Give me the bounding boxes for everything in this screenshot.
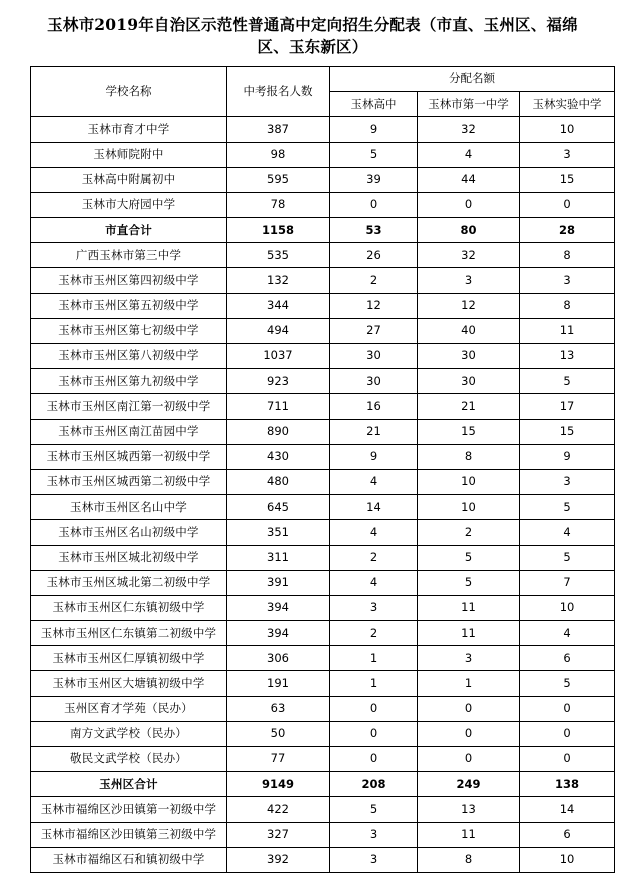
table-row xyxy=(31,469,615,494)
cell-quota-no1-middle: 8 xyxy=(418,847,520,872)
cell-quota-no1-middle: 11 xyxy=(418,595,520,620)
cell-applicants: 392 xyxy=(227,847,330,872)
cell-school-name: 南方文武学校（民办） xyxy=(31,721,227,746)
cell-quota-no1-middle: 249 xyxy=(418,772,520,797)
cell-quota-experimental: 5 xyxy=(520,369,615,394)
cell-quota-yulin-high: 2 xyxy=(330,621,418,646)
cell-quota-yulin-high: 0 xyxy=(330,747,418,772)
table-row xyxy=(31,419,615,444)
cell-applicants: 595 xyxy=(227,167,330,192)
cell-quota-experimental: 15 xyxy=(520,419,615,444)
cell-quota-no1-middle: 21 xyxy=(418,394,520,419)
cell-quota-no1-middle: 11 xyxy=(418,621,520,646)
table-row xyxy=(31,545,615,570)
cell-applicants: 63 xyxy=(227,696,330,721)
cell-school-name: 玉林市福绵区石和镇初级中学 xyxy=(31,847,227,872)
table-row xyxy=(31,117,615,142)
table-row xyxy=(31,520,615,545)
cell-quota-no1-middle: 30 xyxy=(418,369,520,394)
cell-applicants: 351 xyxy=(227,520,330,545)
cell-quota-experimental: 6 xyxy=(520,646,615,671)
table-row xyxy=(31,671,615,696)
table-row-total xyxy=(31,772,615,797)
cell-school-name: 玉林市玉州区城西第二初级中学 xyxy=(31,469,227,494)
cell-quota-experimental: 3 xyxy=(520,268,615,293)
table-row xyxy=(31,646,615,671)
table-row xyxy=(31,847,615,872)
cell-school-name: 玉林市福绵区沙田镇第三初级中学 xyxy=(31,822,227,847)
cell-quota-experimental: 5 xyxy=(520,495,615,520)
cell-school-name: 玉林市玉州区城西第一初级中学 xyxy=(31,444,227,469)
cell-quota-no1-middle: 0 xyxy=(418,747,520,772)
allocation-table xyxy=(30,66,615,873)
cell-quota-experimental: 17 xyxy=(520,394,615,419)
cell-quota-yulin-high: 1 xyxy=(330,646,418,671)
cell-quota-yulin-high: 3 xyxy=(330,595,418,620)
table-row xyxy=(31,167,615,192)
cell-quota-no1-middle: 0 xyxy=(418,192,520,217)
cell-applicants: 890 xyxy=(227,419,330,444)
cell-school-name: 敬民文武学校（民办） xyxy=(31,747,227,772)
cell-school-name: 玉林市玉州区仁东镇初级中学 xyxy=(31,595,227,620)
cell-quota-yulin-high: 5 xyxy=(330,797,418,822)
cell-quota-yulin-high: 1 xyxy=(330,671,418,696)
cell-quota-yulin-high: 39 xyxy=(330,167,418,192)
cell-quota-experimental: 9 xyxy=(520,444,615,469)
cell-quota-yulin-high: 0 xyxy=(330,192,418,217)
cell-school-name: 玉林市玉州区仁东镇第二初级中学 xyxy=(31,621,227,646)
cell-quota-yulin-high: 2 xyxy=(330,545,418,570)
cell-quota-no1-middle: 2 xyxy=(418,520,520,545)
cell-quota-experimental: 10 xyxy=(520,847,615,872)
cell-quota-no1-middle: 40 xyxy=(418,318,520,343)
table-row xyxy=(31,268,615,293)
cell-applicants: 494 xyxy=(227,318,330,343)
cell-applicants: 77 xyxy=(227,747,330,772)
cell-quota-no1-middle: 5 xyxy=(418,570,520,595)
cell-quota-yulin-high: 5 xyxy=(330,142,418,167)
cell-quota-no1-middle: 32 xyxy=(418,117,520,142)
table-row xyxy=(31,369,615,394)
cell-quota-experimental: 0 xyxy=(520,721,615,746)
table-row xyxy=(31,394,615,419)
cell-school-name: 玉林市玉州区城北第二初级中学 xyxy=(31,570,227,595)
table-row xyxy=(31,293,615,318)
cell-quota-experimental: 10 xyxy=(520,595,615,620)
cell-quota-experimental: 8 xyxy=(520,243,615,268)
cell-quota-no1-middle: 3 xyxy=(418,646,520,671)
cell-quota-experimental: 8 xyxy=(520,293,615,318)
cell-applicants: 327 xyxy=(227,822,330,847)
cell-quota-no1-middle: 8 xyxy=(418,444,520,469)
cell-applicants: 387 xyxy=(227,117,330,142)
cell-quota-yulin-high: 4 xyxy=(330,469,418,494)
cell-quota-experimental: 6 xyxy=(520,822,615,847)
cell-quota-experimental: 0 xyxy=(520,192,615,217)
cell-applicants: 344 xyxy=(227,293,330,318)
cell-quota-experimental: 4 xyxy=(520,621,615,646)
cell-quota-no1-middle: 10 xyxy=(418,469,520,494)
column-header-school: 学校名称 xyxy=(31,66,227,116)
cell-quota-yulin-high: 30 xyxy=(330,369,418,394)
cell-applicants: 1037 xyxy=(227,344,330,369)
cell-school-name: 市直合计 xyxy=(31,218,227,243)
table-row xyxy=(31,747,615,772)
cell-quota-yulin-high: 4 xyxy=(330,570,418,595)
cell-school-name: 玉林市玉州区南江苗园中学 xyxy=(31,419,227,444)
cell-applicants: 9149 xyxy=(227,772,330,797)
cell-applicants: 923 xyxy=(227,369,330,394)
page-title: 玉林市2019年自治区示范性普通高中定向招生分配表（市直、玉州区、福绵区、玉东新区） xyxy=(47,15,578,57)
cell-quota-no1-middle: 3 xyxy=(418,268,520,293)
table-row xyxy=(31,797,615,822)
cell-quota-experimental: 5 xyxy=(520,671,615,696)
cell-quota-no1-middle: 30 xyxy=(418,344,520,369)
cell-applicants: 311 xyxy=(227,545,330,570)
cell-quota-no1-middle: 5 xyxy=(418,545,520,570)
table-row xyxy=(31,621,615,646)
cell-quota-yulin-high: 27 xyxy=(330,318,418,343)
cell-school-name: 玉林师院附中 xyxy=(31,142,227,167)
cell-quota-yulin-high: 9 xyxy=(330,117,418,142)
cell-quota-experimental: 11 xyxy=(520,318,615,343)
cell-quota-yulin-high: 26 xyxy=(330,243,418,268)
cell-school-name: 玉林市玉州区名山中学 xyxy=(31,495,227,520)
table-row xyxy=(31,243,615,268)
table-row xyxy=(31,444,615,469)
cell-school-name: 广西玉林市第三中学 xyxy=(31,243,227,268)
cell-applicants: 430 xyxy=(227,444,330,469)
cell-school-name: 玉林市福绵区沙田镇第一初级中学 xyxy=(31,797,227,822)
cell-school-name: 玉林市玉州区第五初级中学 xyxy=(31,293,227,318)
cell-quota-experimental: 5 xyxy=(520,545,615,570)
cell-quota-yulin-high: 21 xyxy=(330,419,418,444)
table-row xyxy=(31,192,615,217)
table-row xyxy=(31,318,615,343)
cell-school-name: 玉州区合计 xyxy=(31,772,227,797)
table-row xyxy=(31,696,615,721)
cell-school-name: 玉林市玉州区第八初级中学 xyxy=(31,344,227,369)
cell-quota-no1-middle: 12 xyxy=(418,293,520,318)
table-header-row-1 xyxy=(31,66,615,91)
cell-quota-yulin-high: 3 xyxy=(330,847,418,872)
column-header-applicants: 中考报名人数 xyxy=(227,66,330,116)
cell-applicants: 191 xyxy=(227,671,330,696)
cell-quota-yulin-high: 0 xyxy=(330,721,418,746)
cell-applicants: 132 xyxy=(227,268,330,293)
table-row xyxy=(31,495,615,520)
table-row xyxy=(31,595,615,620)
cell-applicants: 645 xyxy=(227,495,330,520)
cell-quota-yulin-high: 4 xyxy=(330,520,418,545)
cell-quota-yulin-high: 14 xyxy=(330,495,418,520)
cell-quota-experimental: 10 xyxy=(520,117,615,142)
cell-quota-experimental: 4 xyxy=(520,520,615,545)
cell-school-name: 玉林市玉州区仁厚镇初级中学 xyxy=(31,646,227,671)
cell-quota-no1-middle: 11 xyxy=(418,822,520,847)
column-header-quota-no1-middle: 玉林市第一中学 xyxy=(418,92,520,117)
cell-school-name: 玉林市玉州区第九初级中学 xyxy=(31,369,227,394)
cell-quota-no1-middle: 15 xyxy=(418,419,520,444)
table-header xyxy=(31,66,615,116)
cell-quota-experimental: 28 xyxy=(520,218,615,243)
cell-quota-no1-middle: 80 xyxy=(418,218,520,243)
cell-applicants: 391 xyxy=(227,570,330,595)
cell-quota-yulin-high: 12 xyxy=(330,293,418,318)
table-row xyxy=(31,822,615,847)
cell-school-name: 玉林市玉州区第四初级中学 xyxy=(31,268,227,293)
cell-school-name: 玉林市玉州区名山初级中学 xyxy=(31,520,227,545)
column-header-quota-yulin-high: 玉林高中 xyxy=(330,92,418,117)
cell-applicants: 98 xyxy=(227,142,330,167)
cell-school-name: 玉林市玉州区城北初级中学 xyxy=(31,545,227,570)
cell-applicants: 50 xyxy=(227,721,330,746)
cell-applicants: 1158 xyxy=(227,218,330,243)
cell-quota-yulin-high: 208 xyxy=(330,772,418,797)
table-body xyxy=(31,117,615,873)
cell-school-name: 玉林市大府园中学 xyxy=(31,192,227,217)
cell-school-name: 玉林市玉州区第七初级中学 xyxy=(31,318,227,343)
cell-quota-yulin-high: 3 xyxy=(330,822,418,847)
cell-quota-no1-middle: 32 xyxy=(418,243,520,268)
cell-applicants: 422 xyxy=(227,797,330,822)
cell-school-name: 玉林市育才中学 xyxy=(31,117,227,142)
cell-applicants: 394 xyxy=(227,621,330,646)
cell-quota-yulin-high: 9 xyxy=(330,444,418,469)
cell-quota-no1-middle: 10 xyxy=(418,495,520,520)
cell-school-name: 玉林市玉州区南江第一初级中学 xyxy=(31,394,227,419)
cell-applicants: 480 xyxy=(227,469,330,494)
table-row xyxy=(31,344,615,369)
cell-quota-yulin-high: 30 xyxy=(330,344,418,369)
cell-quota-no1-middle: 44 xyxy=(418,167,520,192)
cell-quota-yulin-high: 0 xyxy=(330,696,418,721)
cell-quota-yulin-high: 2 xyxy=(330,268,418,293)
cell-quota-no1-middle: 1 xyxy=(418,671,520,696)
cell-applicants: 306 xyxy=(227,646,330,671)
cell-quota-experimental: 13 xyxy=(520,344,615,369)
cell-quota-no1-middle: 4 xyxy=(418,142,520,167)
table-row xyxy=(31,142,615,167)
table-row xyxy=(31,721,615,746)
table-row xyxy=(31,570,615,595)
cell-applicants: 535 xyxy=(227,243,330,268)
cell-school-name: 玉林高中附属初中 xyxy=(31,167,227,192)
cell-quota-experimental: 15 xyxy=(520,167,615,192)
cell-quota-experimental: 138 xyxy=(520,772,615,797)
cell-school-name: 玉州区育才学苑（民办） xyxy=(31,696,227,721)
cell-quota-experimental: 3 xyxy=(520,469,615,494)
cell-school-name: 玉林市玉州区大塘镇初级中学 xyxy=(31,671,227,696)
cell-quota-experimental: 0 xyxy=(520,747,615,772)
table-row-total xyxy=(31,218,615,243)
cell-quota-experimental: 0 xyxy=(520,696,615,721)
cell-quota-no1-middle: 13 xyxy=(418,797,520,822)
cell-quota-experimental: 3 xyxy=(520,142,615,167)
cell-applicants: 394 xyxy=(227,595,330,620)
cell-quota-no1-middle: 0 xyxy=(418,721,520,746)
cell-quota-yulin-high: 16 xyxy=(330,394,418,419)
cell-quota-experimental: 14 xyxy=(520,797,615,822)
column-header-quota-experimental: 玉林实验中学 xyxy=(520,92,615,117)
cell-quota-experimental: 7 xyxy=(520,570,615,595)
cell-applicants: 711 xyxy=(227,394,330,419)
cell-applicants: 78 xyxy=(227,192,330,217)
cell-quota-no1-middle: 0 xyxy=(418,696,520,721)
cell-quota-yulin-high: 53 xyxy=(330,218,418,243)
column-header-quota-group: 分配名额 xyxy=(330,66,615,91)
